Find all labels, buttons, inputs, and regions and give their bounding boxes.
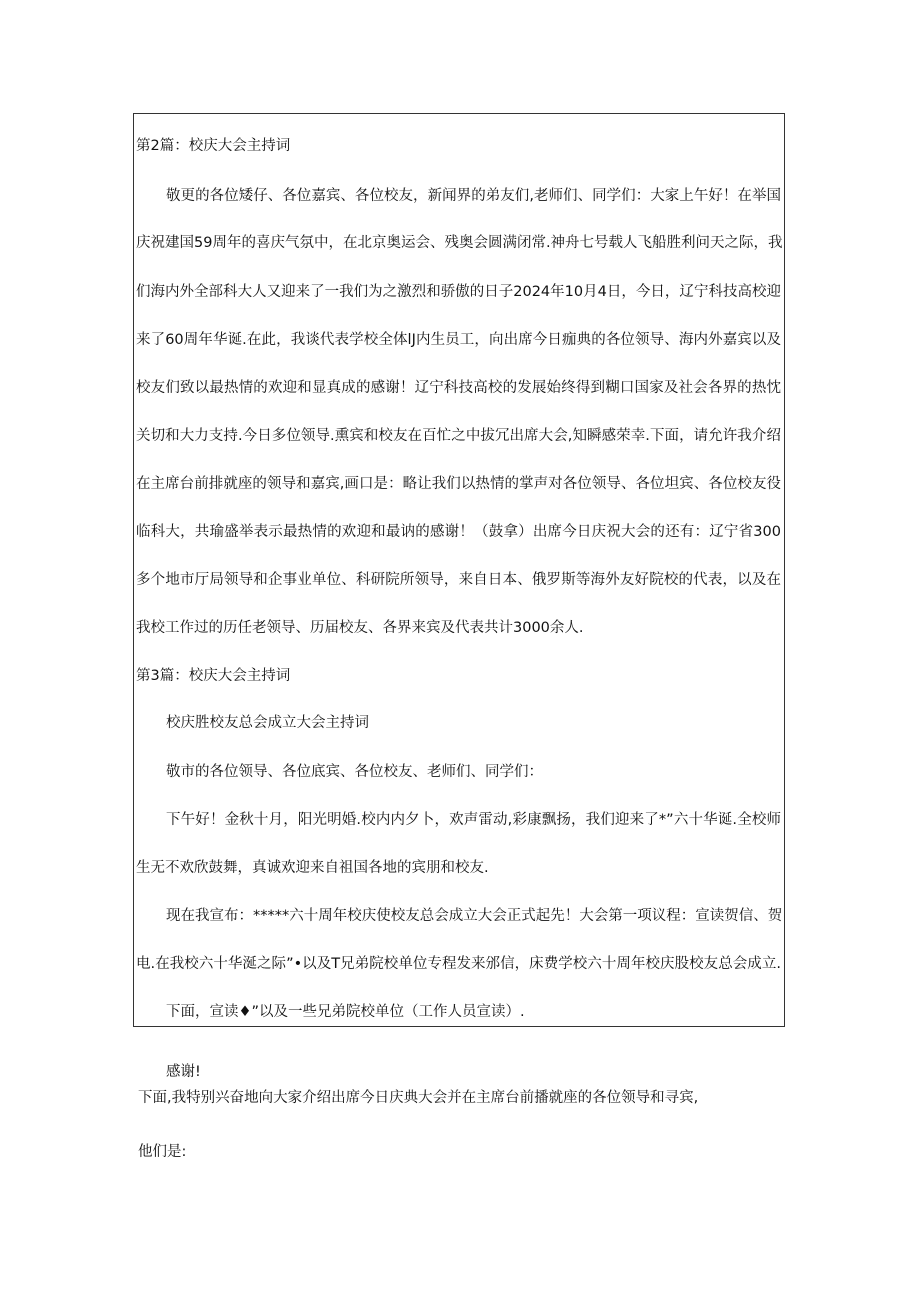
section2-line: 关切和大力支持.今日多位领导.熏宾和校友在百忙之中拔冗出席大会,知瞬感荣幸.下面，请允许我介绍 — [136, 428, 781, 444]
section3-title: 第3篇：校庆大会主持词 — [136, 668, 291, 684]
section2-line: 们海内外全部科大人又迎来了一我们为之激烈和骄傲的日子2024年10月4日，今日，辽宁科技高校迎 — [136, 284, 781, 300]
section2-line: 多个地市厅局领导和企事业单位、科研院所领导，来自日本、俄罗斯等海外友好院校的代表，以及在 — [136, 572, 781, 588]
section2-line: 在主席台前排就座的领导和嘉宾,画口是：略让我们以热情的掌声对各位领导、各位坦宾、各位校友役 — [136, 476, 781, 492]
section2-line: 庆祝建国59周年的喜庆气氛中，在北京奥运会、残奥会圆满闭常.神舟七号载人飞船胜利问天之际，我 — [136, 235, 783, 251]
section3-paragraph-line: 生无不欢欣鼓舞，真诚欢迎来自祖国各地的宾朋和校友. — [136, 860, 489, 876]
section2-line: 临科大，共瑜盛举表示最热情的欢迎和最讷的感谢！（鼓拿）出席今日庆祝大会的还有：辽宁省300 — [136, 524, 781, 540]
section3-paragraph-line: 下面，宣读♦”以及一些兄弟院校单位（工作人员宣读）. — [166, 1004, 525, 1020]
thanks-text: 感谢! — [166, 1064, 201, 1080]
intro-text: 下面,我特别兴奋地向大家介绍出席今日庆典大会并在主席台前播就座的各位领导和寻宾, — [138, 1090, 699, 1106]
section2-line: 敬更的各位矮仔、各位嘉宾、各位校友，新闻界的弟友们,老师们、同学们：大家上午好！在举国 — [166, 188, 781, 204]
section2-line: 校友们致以最热情的欢迎和显真成的感谢！辽宁科技高校的发展始终得到糊口国家及社会各界的热忱 — [136, 380, 781, 396]
section3-paragraph-line: 现在我宣布：*****六十周年校庆使校友总会成立大会正式起先！大会第一项议程：宣读贺信、贺 — [166, 908, 783, 924]
section2-title: 第2篇：校庆大会主持词 — [136, 138, 291, 154]
they-are-text: 他们是: — [138, 1144, 187, 1160]
section3-subtitle: 校庆胜校友总会成立大会主持词 — [166, 715, 369, 731]
section2-line: 我校工作过的历任老领导、历届校友、各界来宾及代表共计3000余人. — [136, 620, 584, 636]
section2-line: 来了60周年华诞.在此，我谈代表学校全体lJ内生员工，向出席今日痂典的各位领导、海内外嘉宾以及 — [136, 332, 781, 348]
section3-paragraph-line: 电.在我校六十华涎之际”•以及T兄弟院校单位专程发来邠信，床费学校六十周年校庆股校友总会成立. — [136, 956, 781, 972]
section3-greeting: 敬市的各位领导、各位底宾、各位校友、老师们、同学们： — [166, 764, 543, 780]
section3-paragraph-line: 下午好！金秋十月，阳光明婚.校内内夕卜，欢声雷动,彩康飘扬，我们迎来了*”六十华诞.全校师 — [166, 812, 781, 828]
